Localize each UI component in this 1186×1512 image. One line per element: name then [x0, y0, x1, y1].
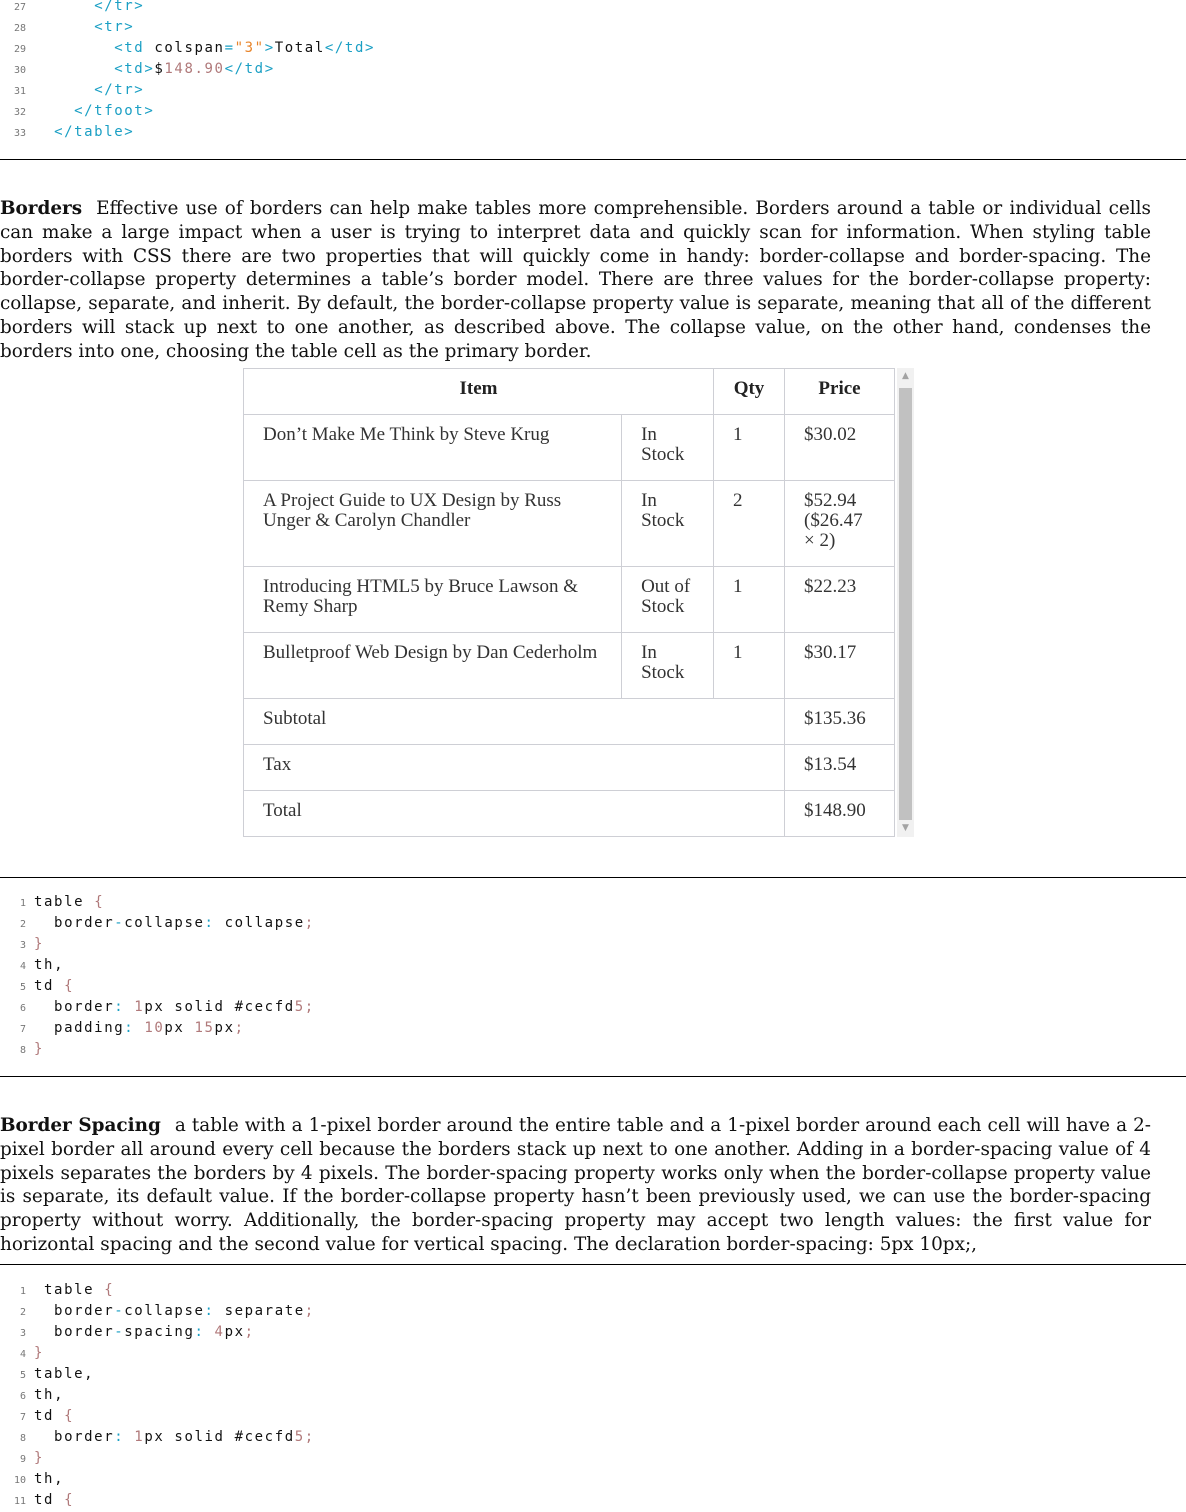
code-line [0, 17, 134, 38]
code-line [0, 38, 375, 59]
borders-paragraph [0, 197, 1151, 364]
code-token: - [114, 1303, 125, 1319]
code-token: 5 [294, 999, 305, 1015]
code-token: td [34, 1492, 65, 1508]
line-number: 5 [19, 1370, 26, 1381]
code-token: , [54, 1471, 65, 1487]
code-token: { [64, 978, 75, 994]
code-token: table [34, 1282, 105, 1298]
code-token: "3" [234, 40, 265, 56]
code-token: px [224, 1324, 245, 1340]
tax-label: Tax [244, 745, 785, 791]
code-token [34, 0, 94, 14]
code-token: spacing [124, 1324, 195, 1340]
code-token: ; [234, 1020, 245, 1036]
code-token: $ [154, 61, 165, 77]
line-number: 31 [13, 86, 26, 97]
code-token: </tr> [94, 82, 145, 98]
code-token: 10 [144, 1020, 165, 1036]
item-price: $52.94 ($26.47 × 2) [785, 481, 895, 567]
code-token: : [194, 1324, 215, 1340]
code-line [0, 1018, 245, 1039]
code-token: collapse [224, 915, 305, 931]
code-line [0, 1427, 315, 1448]
code-token: - [114, 915, 125, 931]
item-price: $30.02 [785, 415, 895, 481]
border-spacing-heading: Border Spacing [0, 1115, 161, 1136]
line-number: 3 [19, 1328, 26, 1339]
line-number: 3 [19, 940, 26, 951]
code-token [34, 124, 54, 140]
item-title: Bulletproof Web Design by Dan Cederholm [244, 633, 622, 699]
code-token: 15 [194, 1020, 215, 1036]
code-token: , [54, 957, 65, 973]
code-token: th [34, 957, 55, 973]
code-token: ; [244, 1324, 255, 1340]
code-line [0, 997, 315, 1018]
code-line [0, 1448, 44, 1469]
border-spacing-body: a table with a 1-pixel border around the entire table and a 1-pixel border around each cell will have a 2-pixel border all around every cell because the borders stack up next to one another. Adding in a border-spacing value of 4 pixels separates the borders by 4 pixels. The border-spacing property works only when the border-collapse property value is separate, its default value. If the border-collapse property hasn’t been previously used, we can use the border-spacing property without worry. Additionally, the border-spacing property may accept two length values: the first value for horizontal spacing and the second value for vertical spacing. The declaration border-spacing: 5px 10px;, [0, 1115, 1151, 1255]
code-token [34, 103, 74, 119]
shopping-cart-table [243, 368, 895, 837]
line-number: 33 [13, 128, 26, 139]
border-spacing-paragraph [0, 1114, 1151, 1257]
code-line [0, 1385, 64, 1406]
code-token: <tr> [94, 19, 135, 35]
code-token: px solid #cecfd [144, 999, 295, 1015]
line-number: 1 [19, 1286, 26, 1297]
line-number: 11 [13, 1496, 26, 1507]
divider [0, 159, 1186, 160]
line-number: 2 [19, 919, 26, 930]
code-token: 1 [134, 1429, 145, 1445]
code-token: } [34, 1450, 45, 1466]
subtotal-value: $135.36 [785, 699, 895, 745]
header-qty: Qty [714, 369, 785, 415]
code-line [0, 1280, 114, 1301]
line-number: 2 [19, 1307, 26, 1318]
item-title: Don’t Make Me Think by Steve Krug [244, 415, 622, 481]
code-token: { [104, 1282, 115, 1298]
line-number: 8 [19, 1045, 26, 1056]
code-token: } [34, 1041, 45, 1057]
line-number: 8 [19, 1433, 26, 1444]
scroll-down-arrow-icon[interactable]: ▼ [902, 823, 909, 833]
line-number: 9 [19, 1454, 26, 1465]
code-line [0, 976, 74, 997]
code-token: </table> [54, 124, 135, 140]
code-token: , [54, 1387, 65, 1403]
stock-status: In Stock [622, 415, 714, 481]
scroll-up-arrow-icon[interactable]: ▲ [902, 371, 909, 381]
code-line [0, 59, 275, 80]
header-item: Item [244, 369, 714, 415]
code-line [0, 1322, 255, 1343]
code-token: border [34, 999, 115, 1015]
code-token: 1 [134, 999, 145, 1015]
total-row [244, 791, 895, 837]
code-token: : [204, 915, 225, 931]
code-token: - [114, 1324, 125, 1340]
item-price: $22.23 [785, 567, 895, 633]
code-token: th [34, 1387, 55, 1403]
code-token: </tr> [94, 0, 145, 14]
scrollbar-thumb[interactable] [899, 388, 912, 820]
line-number: 32 [13, 107, 26, 118]
code-token: td [34, 978, 65, 994]
code-line [0, 1301, 315, 1322]
code-token: collapse [124, 915, 205, 931]
tax-value: $13.54 [785, 745, 895, 791]
line-number: 10 [13, 1475, 26, 1486]
code-token: ; [304, 999, 315, 1015]
code-token: } [34, 936, 45, 952]
code-token: </tfoot> [74, 103, 155, 119]
code-line [0, 1039, 44, 1060]
code-token: px [214, 1020, 235, 1036]
total-label: Total [244, 791, 785, 837]
code-token: padding [34, 1020, 125, 1036]
table-header-row [244, 369, 895, 415]
tax-row [244, 745, 895, 791]
item-qty: 1 [714, 415, 785, 481]
code-line [0, 101, 154, 122]
code-token: td [34, 1408, 65, 1424]
line-number: 7 [19, 1412, 26, 1423]
code-token: </td> [324, 40, 376, 56]
code-token: ; [304, 1429, 315, 1445]
code-token: 148.90 [164, 61, 225, 77]
table-row [244, 567, 895, 633]
code-token: border [34, 1324, 115, 1340]
code-token: { [64, 1408, 75, 1424]
subtotal-label: Subtotal [244, 699, 785, 745]
code-token: Total [274, 40, 325, 56]
code-token: colspan [144, 40, 225, 56]
code-line [0, 122, 134, 143]
item-title: Introducing HTML5 by Bruce Lawson & Remy Sharp [244, 567, 622, 633]
line-number: 29 [13, 44, 26, 55]
code-token: px solid #cecfd [144, 1429, 295, 1445]
code-token: 5 [294, 1429, 305, 1445]
code-token: <td [114, 40, 145, 56]
code-token: ; [304, 1303, 315, 1319]
code-line [0, 1490, 74, 1511]
code-line [0, 0, 144, 17]
divider [0, 877, 1186, 878]
line-number: 1 [19, 898, 26, 909]
code-token: border [34, 1429, 115, 1445]
total-value: $148.90 [785, 791, 895, 837]
line-number: 5 [19, 982, 26, 993]
code-line [0, 80, 144, 101]
item-title: A Project Guide to UX Design by Russ Unger & Carolyn Chandler [244, 481, 622, 567]
code-token: table [34, 894, 95, 910]
line-number: 6 [19, 1003, 26, 1014]
code-token: } [34, 1345, 45, 1361]
code-token [34, 82, 94, 98]
line-number: 4 [19, 961, 26, 972]
line-number: 27 [13, 2, 26, 13]
borders-heading: Borders [0, 198, 83, 219]
header-price: Price [785, 369, 895, 415]
code-token: border [34, 915, 115, 931]
line-number: 28 [13, 23, 26, 34]
vertical-scrollbar[interactable] [897, 368, 914, 837]
code-token: : [114, 1429, 135, 1445]
code-token: collapse [124, 1303, 205, 1319]
code-token: 4 [214, 1324, 225, 1340]
divider [0, 1076, 1186, 1077]
code-token: { [94, 894, 105, 910]
item-qty: 1 [714, 633, 785, 699]
code-line [0, 1406, 74, 1427]
line-number: 4 [19, 1349, 26, 1360]
code-token [34, 61, 114, 77]
line-number: 7 [19, 1024, 26, 1035]
code-line [0, 892, 104, 913]
code-line [0, 955, 64, 976]
table-row [244, 633, 895, 699]
code-token: px [164, 1020, 195, 1036]
code-token: table [34, 1366, 85, 1382]
code-token: th [34, 1471, 55, 1487]
stock-status: Out of Stock [622, 567, 714, 633]
code-token: : [204, 1303, 225, 1319]
item-qty: 1 [714, 567, 785, 633]
code-line [0, 1343, 44, 1364]
line-number: 6 [19, 1391, 26, 1402]
code-token: separate [224, 1303, 305, 1319]
code-line [0, 1469, 64, 1490]
code-line [0, 913, 315, 934]
code-token: <td> [114, 61, 155, 77]
borders-body: Effective use of borders can help make tables more comprehensible. Borders around a table or individual cells can make a large impact when a user is trying to interpret data and quickly scan for information. When styling table borders with CSS there are two properties that will quickly come in handy: border-collapse and border-spacing. The border-collapse property determines a table’s border model. There are three values for the border-collapse property: collapse, separate, and inherit. By default, the border-collapse property value is separate, meaning that all of the different borders will stack up next to one another, as described above. The collapse value, on the other hand, condenses the borders into one, choosing the table cell as the primary border. [0, 198, 1151, 362]
subtotal-row [244, 699, 895, 745]
item-price: $30.17 [785, 633, 895, 699]
code-token: : [124, 1020, 145, 1036]
code-token: > [264, 40, 275, 56]
code-line [0, 1364, 94, 1385]
code-token: border [34, 1303, 115, 1319]
stock-status: In Stock [622, 633, 714, 699]
table-row [244, 481, 895, 567]
line-number: 30 [13, 65, 26, 76]
code-line [0, 934, 44, 955]
code-token: ; [304, 915, 315, 931]
item-qty: 2 [714, 481, 785, 567]
divider [0, 1264, 1186, 1265]
code-token: = [224, 40, 235, 56]
table-row [244, 415, 895, 481]
code-token: { [64, 1492, 75, 1508]
table-example[interactable] [243, 368, 915, 837]
code-token: </td> [224, 61, 275, 77]
stock-status: In Stock [622, 481, 714, 567]
code-token [34, 19, 94, 35]
code-token: : [114, 999, 135, 1015]
code-token: , [84, 1366, 95, 1382]
code-token [34, 40, 114, 56]
